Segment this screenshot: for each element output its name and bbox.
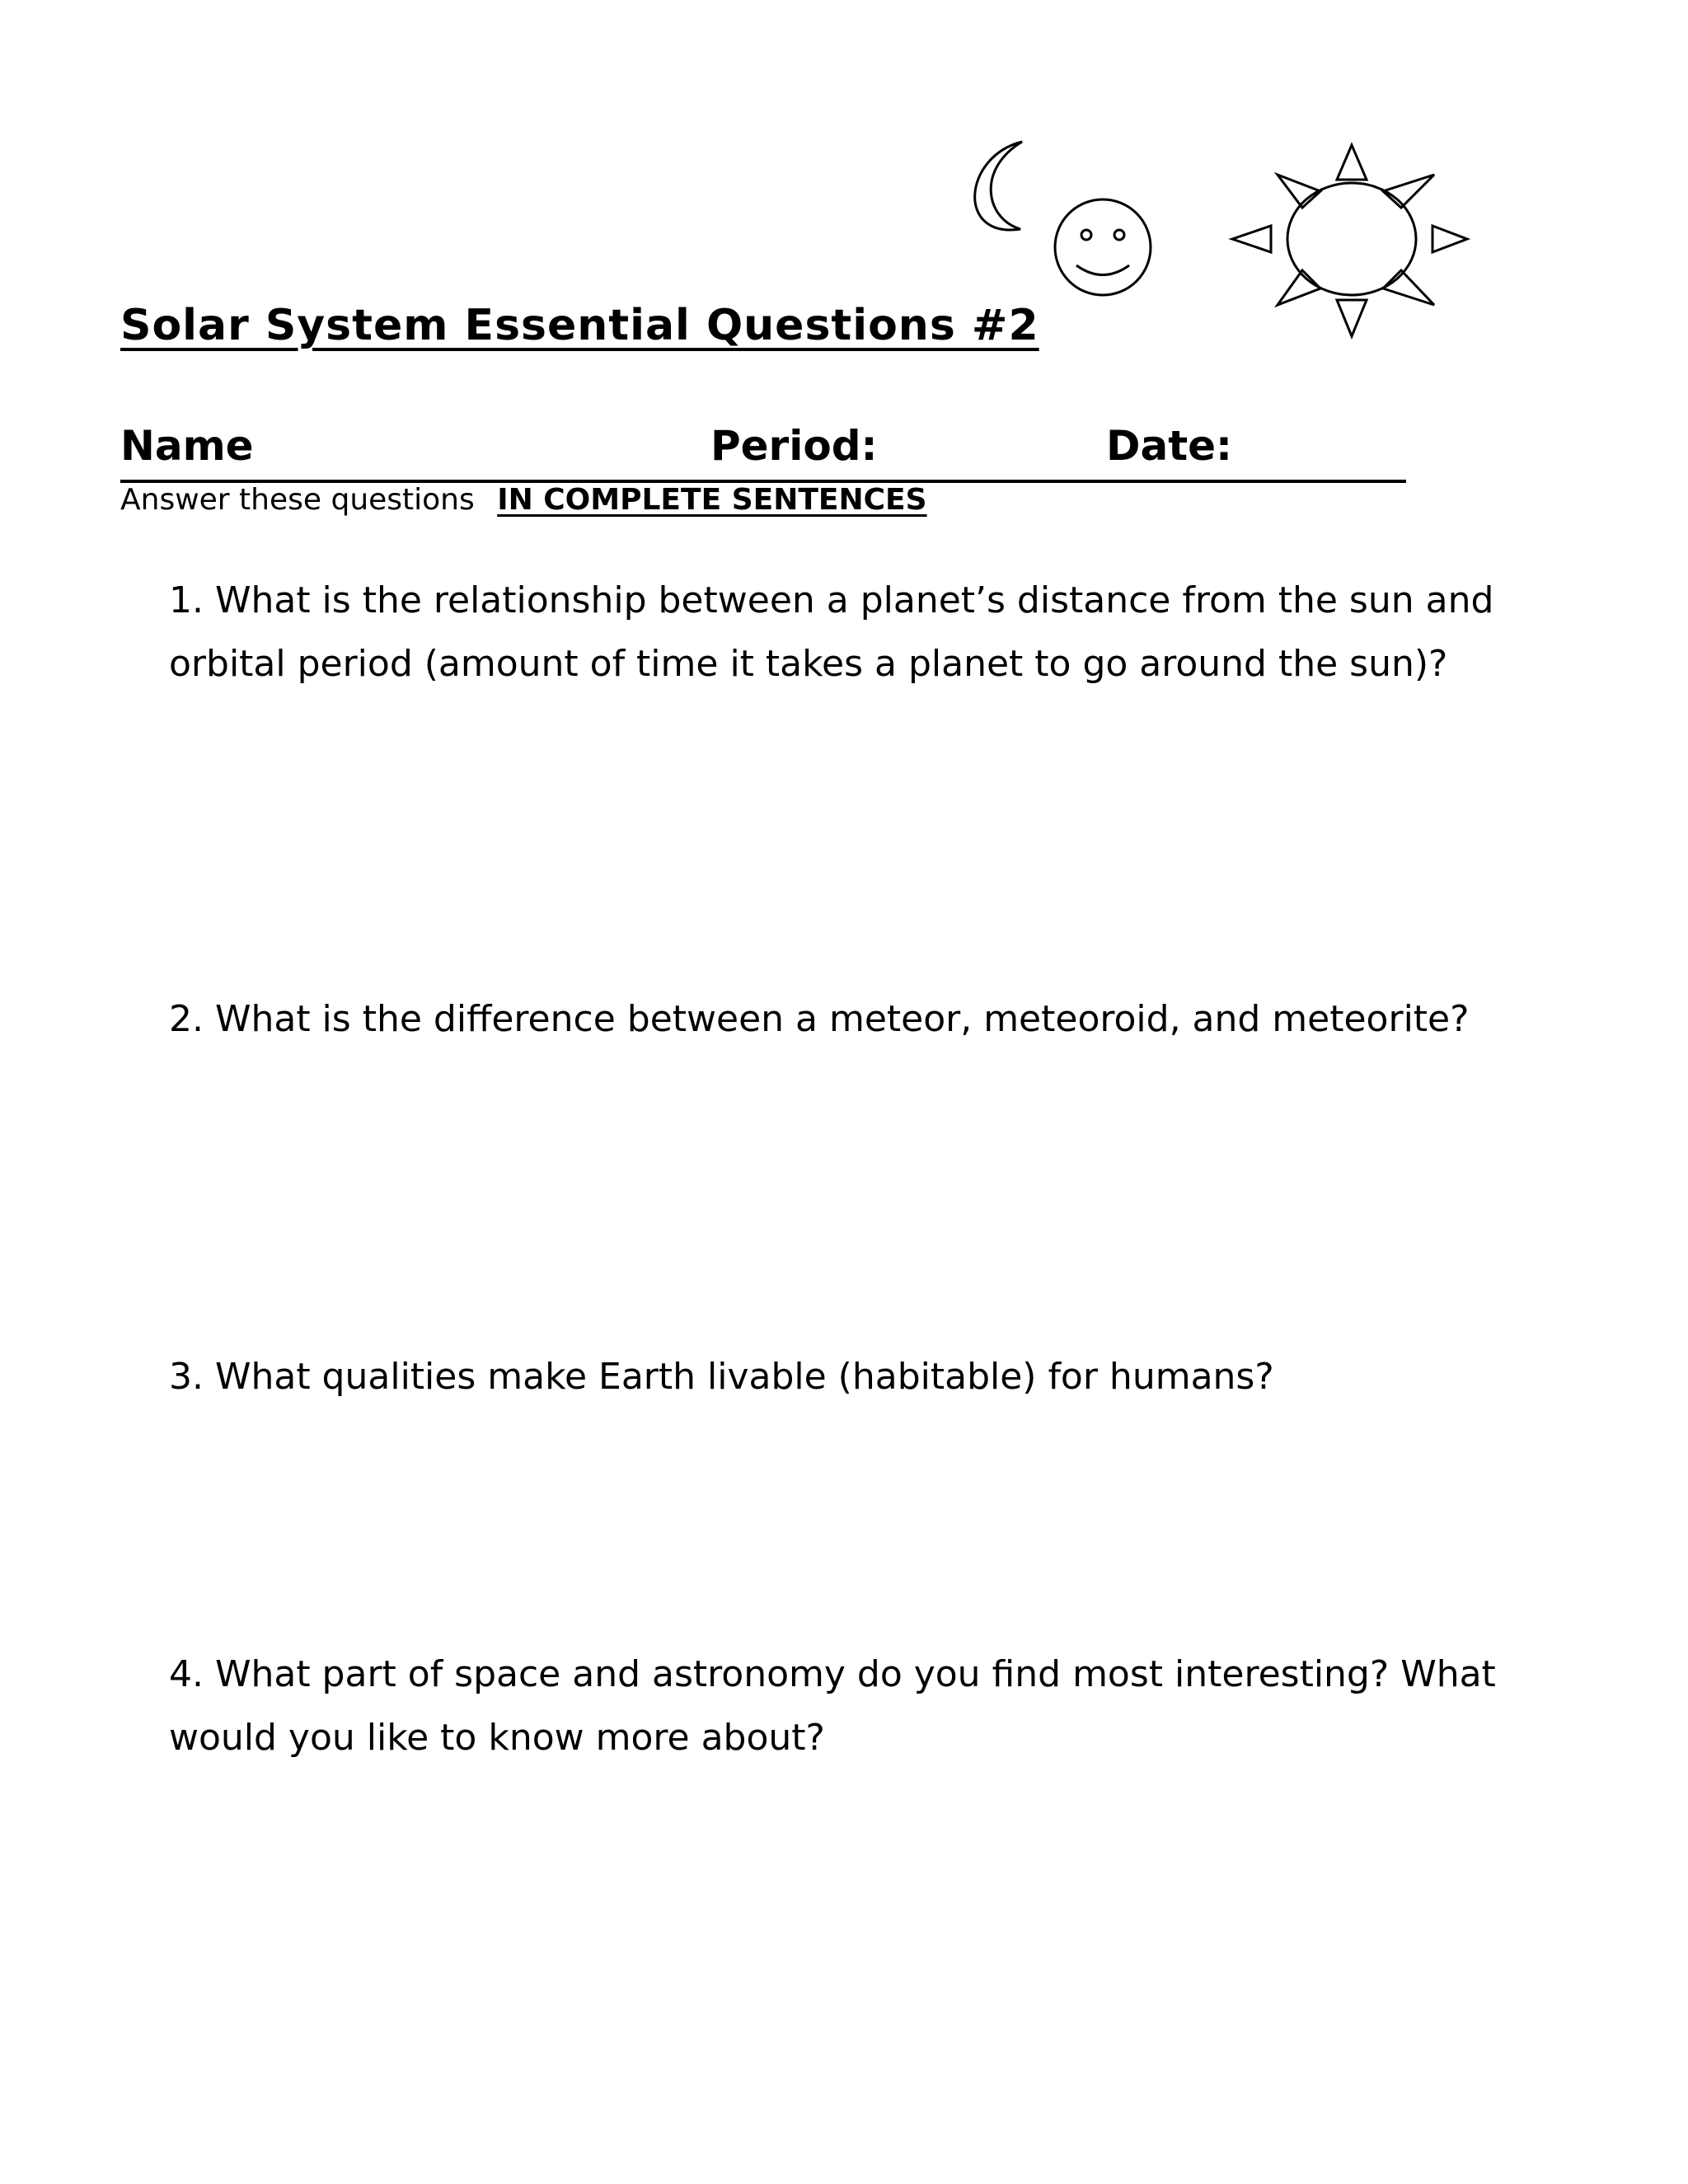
instructions-lead: Answer these questions xyxy=(120,483,475,517)
period-label: Period: xyxy=(710,422,878,470)
date-label: Date: xyxy=(1106,422,1233,470)
student-info-row xyxy=(120,422,1406,483)
name-label: Name xyxy=(120,422,254,470)
sun-icon xyxy=(1232,145,1467,336)
instructions xyxy=(120,483,927,517)
instructions-emphasis: IN COMPLETE SENTENCES xyxy=(497,483,927,517)
smiley-face-icon xyxy=(1055,199,1151,295)
question-4: 4. What part of space and astronomy do you find most interesting? What would you like to know more about? xyxy=(169,1653,1496,1759)
question-1: 1. What is the relationship between a planet’s distance from the sun and orbital period (amount of time it takes a planet to go around the sun)? xyxy=(169,579,1494,685)
question-2: 2. What is the difference between a meteor, meteoroid, and meteorite? xyxy=(169,998,1470,1040)
question-3: 3. What qualities make Earth livable (habitable) for humans? xyxy=(169,1356,1274,1398)
crescent-moon-icon xyxy=(975,142,1022,230)
worksheet-title: Solar System Essential Questions #2 xyxy=(120,301,1039,350)
